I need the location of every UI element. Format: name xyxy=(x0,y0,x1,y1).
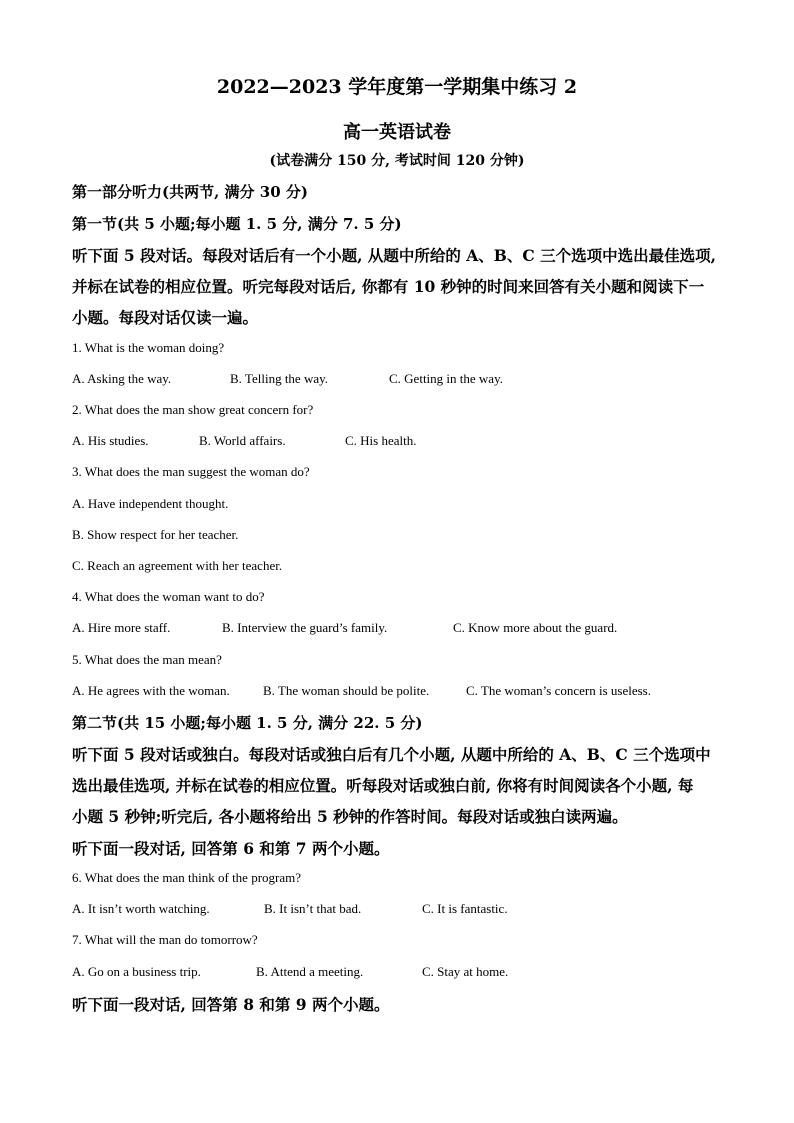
q2-option-a: A. His studies. xyxy=(72,433,149,448)
q2-option-c: C. His health. xyxy=(345,433,417,448)
q3-option-b: B. Show respect for her teacher. xyxy=(72,527,239,542)
section1-heading: 第一节(共 5 小题;每小题 1. 5 分, 满分 7. 5 分) xyxy=(72,215,402,233)
dialogue-intro-6-7: 听下面一段对话, 回答第 6 和第 7 两个小题。 xyxy=(72,839,390,858)
section1-instruction-line-2: 并标在试卷的相应位置。听完每段对话后, 你都有 10 秒钟的时间来回答有关小题和阅读下一 xyxy=(72,277,705,296)
q4-option-c: C. Know more about the guard. xyxy=(453,620,618,635)
q4-option-b: B. Interview the guard’s family. xyxy=(222,620,388,635)
q3-option-c: C. Reach an agreement with her teacher. xyxy=(72,558,283,573)
part1-heading: 第一部分听力(共两节, 满分 30 分) xyxy=(72,183,308,201)
q1-option-c: C. Getting in the way. xyxy=(389,371,503,386)
question-6: 6. What does the man think of the program? xyxy=(72,870,302,885)
exam-note: (试卷满分 150 分, 考试时间 120 分钟) xyxy=(269,153,525,169)
question-4: 4. What does the woman want to do? xyxy=(72,589,265,604)
q7-option-a: A. Go on a business trip. xyxy=(72,964,201,979)
section2-heading: 第二节(共 15 小题;每小题 1. 5 分, 满分 22. 5 分) xyxy=(72,714,423,732)
question-1: 1. What is the woman doing? xyxy=(72,340,225,355)
dialogue-intro-8-9: 听下面一段对话, 回答第 8 和第 9 两个小题。 xyxy=(72,995,390,1014)
question-2: 2. What does the man show great concern for? xyxy=(72,402,314,417)
q6-option-c: C. It is fantastic. xyxy=(422,901,508,916)
question-3: 3. What does the man suggest the woman do? xyxy=(72,464,310,479)
question-7: 7. What will the man do tomorrow? xyxy=(72,932,258,947)
q2-option-b: B. World affairs. xyxy=(199,433,286,448)
q1-option-b: B. Telling the way. xyxy=(230,371,329,386)
q7-option-c: C. Stay at home. xyxy=(422,964,509,979)
q5-option-c: C. The woman’s concern is useless. xyxy=(466,683,651,698)
q7-option-b: B. Attend a meeting. xyxy=(256,964,364,979)
section1-instruction-line-1: 听下面 5 段对话。每段对话后有一个小题, 从题中所给的 A、B、C 三个选项中选出最佳选项, xyxy=(72,246,717,265)
section2-instruction-line-1: 听下面 5 段对话或独白。每段对话或独白后有几个小题, 从题中所给的 A、B、C 三个选项中 xyxy=(72,745,711,764)
q5-option-a: A. He agrees with the woman. xyxy=(72,683,230,698)
q6-option-b: B. It isn’t that bad. xyxy=(264,901,362,916)
q6-option-a: A. It isn’t worth watching. xyxy=(72,901,210,916)
exam-subtitle: 高一英语试卷 xyxy=(343,122,451,143)
q1-option-a: A. Asking the way. xyxy=(72,371,172,386)
q3-option-a: A. Have independent thought. xyxy=(72,496,229,511)
q4-option-a: A. Hire more staff. xyxy=(72,620,171,635)
q5-option-b: B. The woman should be polite. xyxy=(263,683,430,698)
question-5: 5. What does the man mean? xyxy=(72,652,222,667)
exam-title: 2022—2023 学年度第一学期集中练习 2 xyxy=(216,76,578,98)
section2-instruction-line-2: 选出最佳选项, 并标在试卷的相应位置。听每段对话或独白前, 你将有时间阅读各个小题, 每 xyxy=(72,776,694,795)
section1-instruction-line-3: 小题。每段对话仅读一遍。 xyxy=(72,308,259,327)
section2-instruction-line-3: 小题 5 秒钟;听完后, 各小题将给出 5 秒钟的作答时间。每段对话或独白读两遍。 xyxy=(72,807,628,826)
